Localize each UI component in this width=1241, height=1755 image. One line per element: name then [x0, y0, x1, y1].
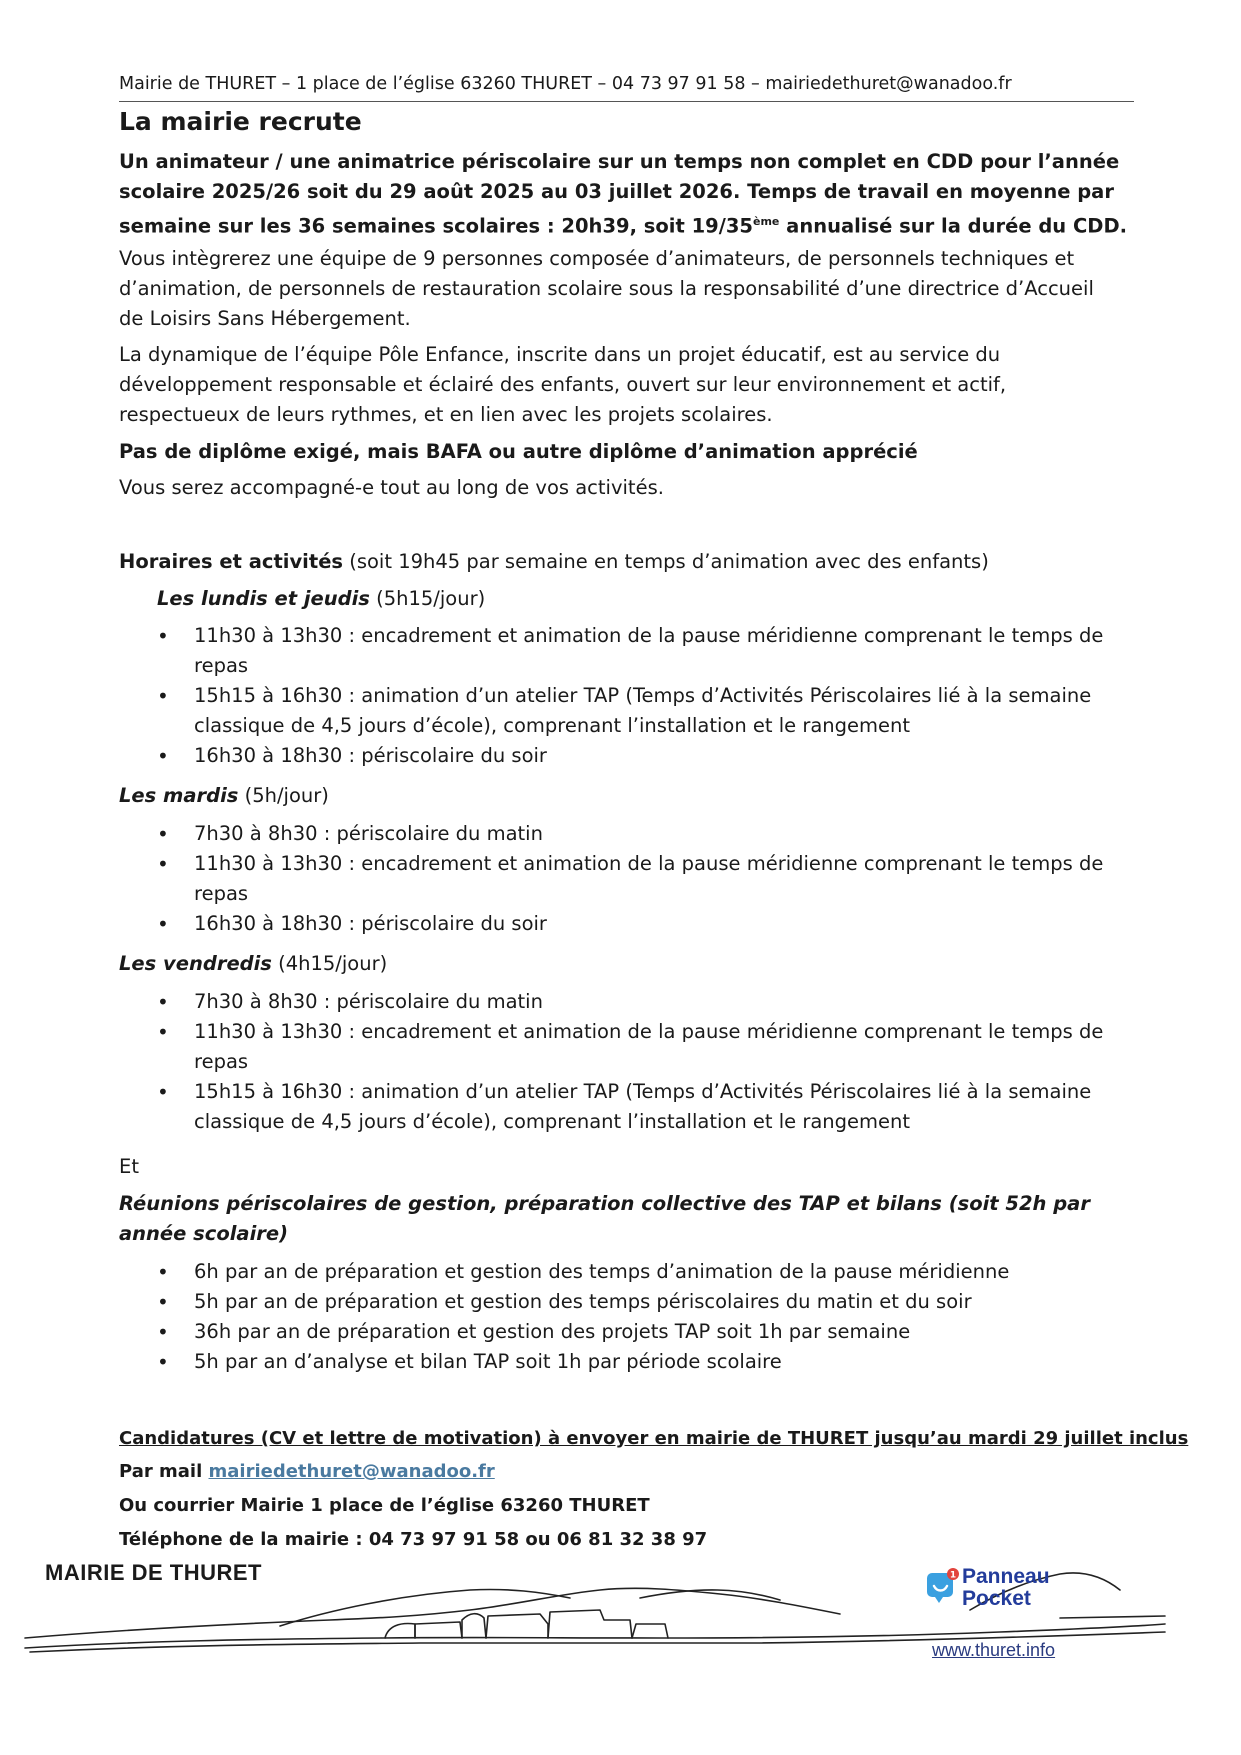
mardi-hours: (5h/jour)	[238, 784, 329, 807]
building-2	[415, 1622, 462, 1638]
list-item: • 7h30 à 8h30 : périscolaire du matin	[119, 987, 1134, 1017]
building-6	[632, 1624, 668, 1638]
schedule-heading-rest: (soit 19h45 par semaine en temps d’animation avec des enfants)	[343, 550, 989, 573]
et-connector: Et	[119, 1155, 139, 1178]
list-item: • 6h par an de préparation et gestion des temps d’animation de la pause méridienne	[119, 1257, 1134, 1287]
list-item: • 11h30 à 13h30 : encadrement et animation de la pause méridienne comprenant le temps de repas	[119, 849, 1134, 909]
intro-superscript: ème	[752, 215, 780, 228]
pp-badge-count: 1	[949, 1570, 957, 1581]
list-item: • 15h15 à 16h30 : animation d’un atelier TAP (Temps d’Activités Périscolaires lié à la semaine classique de 4,5 jours d’école), comprenant l’installation et le rangement	[119, 1077, 1134, 1137]
list-item: • 16h30 à 18h30 : périscolaire du soir	[119, 741, 1134, 771]
intro-line-3	[119, 207, 1134, 242]
intro-line-2: scolaire 2025/26 soit du 29 août 2025 au 03 juillet 2026. Temps de travail en moyenne par	[119, 180, 1114, 203]
schedule-heading-bold: Horaires et activités	[119, 550, 344, 573]
list-item: • 11h30 à 13h30 : encadrement et animation de la pause méridienne comprenant le temps de repas	[119, 621, 1134, 681]
job-intro	[119, 147, 1134, 242]
mardi-heading	[119, 781, 1134, 811]
mairie-logo-text: MAIRIE DE THURET	[45, 1560, 262, 1585]
intro-line-3a: semaine sur les 36 semaines scolaires : 20h39, soit 19/35	[119, 214, 753, 238]
building-4	[486, 1614, 548, 1638]
letterhead: Mairie de THURET – 1 place de l’église 63260 THURET – 04 73 97 91 58 – mairiedethuret@wanadoo.fr	[119, 74, 1012, 94]
intro-line-1: Un animateur / une animatrice périscolaire sur un temps non complet en CDD pour l’année	[119, 150, 1120, 173]
team-line-2: d’animation, de personnels de restauration scolaire sous la responsabilité d’une directrice d’Accueil	[119, 277, 1094, 300]
pp-line-2: Pocket	[962, 1587, 1031, 1610]
horizon-line	[1060, 1616, 1165, 1618]
application-mail	[119, 1458, 1134, 1486]
reunions-heading: Réunions périscolaires de gestion, préparation collective des TAP et bilans (soit 52h par année scolaire)	[119, 1192, 1090, 1245]
team-paragraph	[119, 244, 1134, 334]
website-link[interactable]: www.thuret.info	[932, 1640, 1056, 1660]
intro-line-3b: annualisé sur la durée du CDD.	[779, 214, 1128, 238]
application-headline: Candidatures (CV et lettre de motivation) à envoyer en mairie de THURET jusqu’au mardi 29 juillet inclus	[119, 1428, 1189, 1449]
dyn-line-2: développement responsable et éclairé des enfants, ouvert sur leur environnement et actif,	[119, 373, 1007, 396]
building-3	[462, 1614, 486, 1638]
mardi-list	[119, 819, 1134, 939]
panneau-pocket-logo	[962, 1566, 1050, 1610]
team-line-3: de Loisirs Sans Hébergement.	[119, 307, 411, 330]
reunions-list	[119, 1257, 1134, 1377]
building-1	[385, 1624, 415, 1638]
list-item: • 11h30 à 13h30 : encadrement et animation de la pause méridienne comprenant le temps de repas	[119, 1017, 1134, 1077]
panneau-pocket-icon	[925, 1567, 961, 1605]
dynamic-paragraph	[119, 340, 1134, 430]
application-post: Ou courrier Mairie 1 place de l’église 63260 THURET	[119, 1495, 650, 1516]
dyn-line-3: respectueux de leurs rythmes, et en lien avec les projets scolaires.	[119, 403, 773, 426]
vendredi-heading	[119, 949, 1134, 979]
team-line-1: Vous intègrerez une équipe de 9 personnes composée d’animateurs, de personnels techniques et	[119, 247, 1075, 270]
mail-link[interactable]: mairiedethuret@wanadoo.fr	[208, 1461, 495, 1482]
header-divider	[119, 101, 1134, 102]
vendredi-hours: (4h15/jour)	[271, 952, 388, 975]
application-phone: Téléphone de la mairie : 04 73 97 91 58 ou 06 81 32 38 97	[119, 1529, 708, 1550]
pp-tail	[935, 1597, 943, 1603]
page-title: La mairie recrute	[119, 107, 362, 136]
vendredi-list	[119, 987, 1134, 1137]
accompany-note: Vous serez accompagné-e tout au long de vos activités.	[119, 476, 664, 499]
list-item: • 36h par an de préparation et gestion des projets TAP soit 1h par semaine	[119, 1317, 1134, 1347]
list-item: • 5h par an d’analyse et bilan TAP soit 1h par période scolaire	[119, 1347, 1134, 1377]
list-item: • 16h30 à 18h30 : périscolaire du soir	[119, 909, 1134, 939]
schedule-heading	[119, 547, 1134, 577]
mardi-title: Les mardis	[119, 784, 239, 807]
lundi-title: Les lundis et jeudis	[157, 587, 370, 610]
dyn-line-1: La dynamique de l’équipe Pôle Enfance, inscrite dans un projet éducatif, est au service du	[119, 343, 1001, 366]
lundi-heading	[157, 584, 1172, 614]
mail-label: Par mail	[119, 1461, 209, 1482]
diploma-note: Pas de diplôme exigé, mais BAFA ou autre diplôme d’animation apprécié	[119, 440, 918, 463]
list-item: • 5h par an de préparation et gestion des temps périscolaires du matin et du soir	[119, 1287, 1134, 1317]
pp-line-1: Panneau	[962, 1565, 1050, 1588]
vendredi-title: Les vendredis	[119, 952, 272, 975]
lundi-hours: (5h15/jour)	[369, 587, 486, 610]
list-item: • 7h30 à 8h30 : périscolaire du matin	[119, 819, 1134, 849]
lundi-list	[119, 621, 1134, 771]
list-item: • 15h15 à 16h30 : animation d’un atelier TAP (Temps d’Activités Périscolaires lié à la semaine classique de 4,5 jours d’école), comprenant l’installation et le rangement	[119, 681, 1134, 741]
hill-line	[25, 1588, 840, 1638]
building-5	[548, 1610, 632, 1638]
